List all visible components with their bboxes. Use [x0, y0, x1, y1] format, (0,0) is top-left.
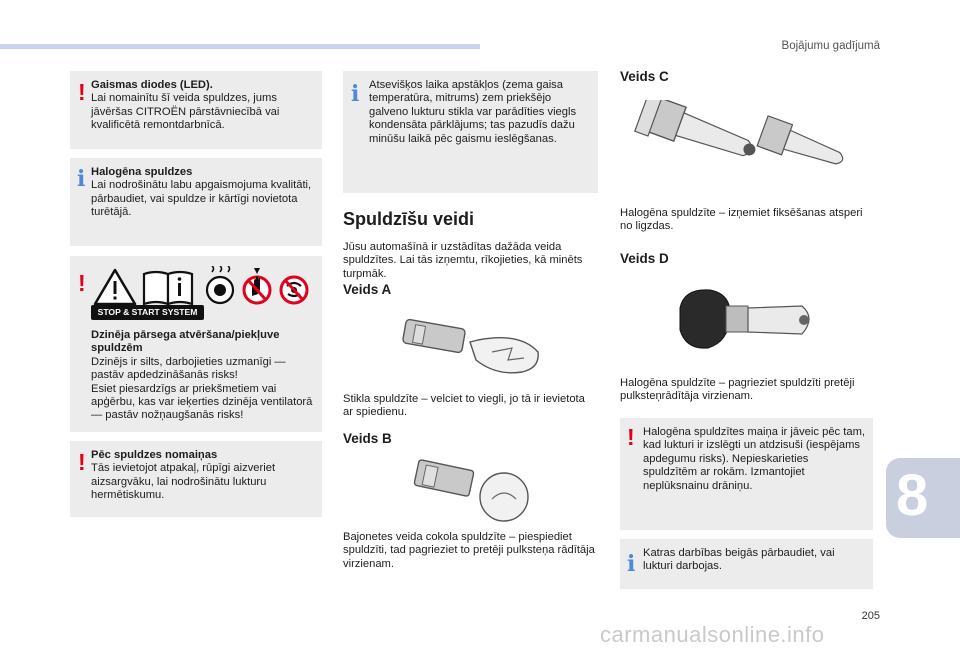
after-text: Tās ievietojot atpakaļ, rūpīgi aizveriet aizsargvāku, lai nodrošinātu lukturu hermētiskumu. [91, 462, 276, 502]
type-c-text: Halogēna spuldzīte – izņemiet fiksēšanas atsperi no ligzdas. [620, 207, 863, 233]
info-icon: i [77, 166, 86, 192]
section-title: Spuldzīšu veidi [343, 209, 475, 229]
watermark: carmanualsonline.info [600, 622, 825, 647]
condensation-text: Atsevišķos laika apstākļos (zema gaisa temperatūra, mitrums) zem priekšējo galveno lukturu stikla var parādīties viegls kondensāta pārklājums; tas pazudīs dažu minūšu laikā pēc gaismu ieslēgšanas. [369, 79, 577, 145]
halogen-title: Halogēna spuldzes [91, 166, 193, 178]
exclamation-icon: ! [78, 270, 86, 296]
check-lights-info-box [620, 539, 873, 589]
page-number: 205 [861, 610, 880, 622]
chapter-tab [886, 458, 960, 538]
exclamation-icon: ! [78, 449, 86, 475]
exclamation-icon: ! [78, 79, 86, 105]
type-d-text: Halogēna spuldzīte – pagrieziet spuldzīti pretēji pulksteņrādītāja virzienam. [620, 377, 855, 403]
manual-book-icon [144, 272, 192, 304]
type-b-text: Bajonetes veida cokola spuldzīte – piespiediet spuldzīti, tad pagrieziet to pretēji pulksteņa rādītāja virzienam. [343, 531, 595, 570]
bayonet-bulb-illustration [412, 455, 542, 525]
engine-line2: Esiet piesardzīgs ar priekšmetiem vai apģērbu, kas var ieķerties dzinēja ventilatorā — pastāv nožņaugšanās risks! [91, 382, 313, 422]
no-hands-icon [244, 268, 270, 303]
section-intro: Jūsu automašīnā ir uzstādītas dažāda veida spuldzītes. Lai tās izņemtu, rīkojieties, kā minēts turpmāk. [343, 241, 583, 280]
exclamation-icon: ! [627, 424, 635, 450]
led-title: Gaismas diodes (LED). [91, 79, 213, 91]
glass-bulb-illustration [400, 312, 550, 382]
check-lights-text: Katras darbības beigās pārbaudiet, vai lukturi darbojas. [643, 547, 835, 573]
type-c-title: Veids C [620, 69, 669, 84]
header-bar [0, 44, 480, 49]
info-icon: i [351, 81, 360, 107]
halogen-warning-text: Halogēna spuldzītes maiņa ir jāveic pēc tam, kad lukturi ir izslēgti un atdzisuši (iespējams apdegumu risks). Nepieskarieties spuldzītēm ar rokām. Izmantojiet neplūksnainu drāniņu. [643, 426, 865, 492]
engine-warning-pictograms [92, 266, 312, 308]
warning-triangle-icon [95, 270, 135, 304]
after-replacement-box [70, 441, 322, 517]
chapter-number: 8 [896, 463, 929, 528]
halogen-info-box [70, 158, 322, 246]
info-icon: i [627, 551, 636, 577]
type-a-text: Stikla spuldzīte – velciet to viegli, jo tā ir ievietota ar spiedienu. [343, 393, 585, 419]
fan-hazard-icon [281, 277, 307, 303]
type-a-title: Veids A [343, 282, 392, 297]
halogen-text: Lai nodrošinātu labu apgaismojuma kvalitāti, pārbaudiet, vai spuldze ir kārtīgi novietota turētājā. [91, 179, 312, 219]
hot-engine-icon [207, 266, 233, 303]
engine-line1: Dzinējs ir silts, darbojieties uzmanīgi — pastāv apdedzināšanās risks! [91, 355, 286, 382]
header-title: Bojājumu gadījumā [781, 40, 880, 52]
led-warning-box [70, 71, 322, 149]
stop-start-label: STOP & START SYSTEM [91, 305, 204, 320]
type-b-title: Veids B [343, 431, 392, 446]
type-d-title: Veids D [620, 251, 669, 266]
after-title: Pēc spuldzes nomaiņas [91, 449, 218, 461]
halogen-h7-bulb-illustration [625, 100, 865, 200]
condensation-info-box [343, 71, 598, 193]
led-text: Lai nomainītu šī veida spuldzes, jums jāvēršas CITROËN pārstāvniecībā vai kvalificētā remontdarbnīcā. [91, 92, 280, 132]
halogen-h11-bulb-illustration [674, 278, 824, 368]
halogen-warning-box [620, 418, 873, 530]
engine-title: Dzinēja pārsega atvēršana/piekļuve spuldzēm [91, 329, 280, 355]
